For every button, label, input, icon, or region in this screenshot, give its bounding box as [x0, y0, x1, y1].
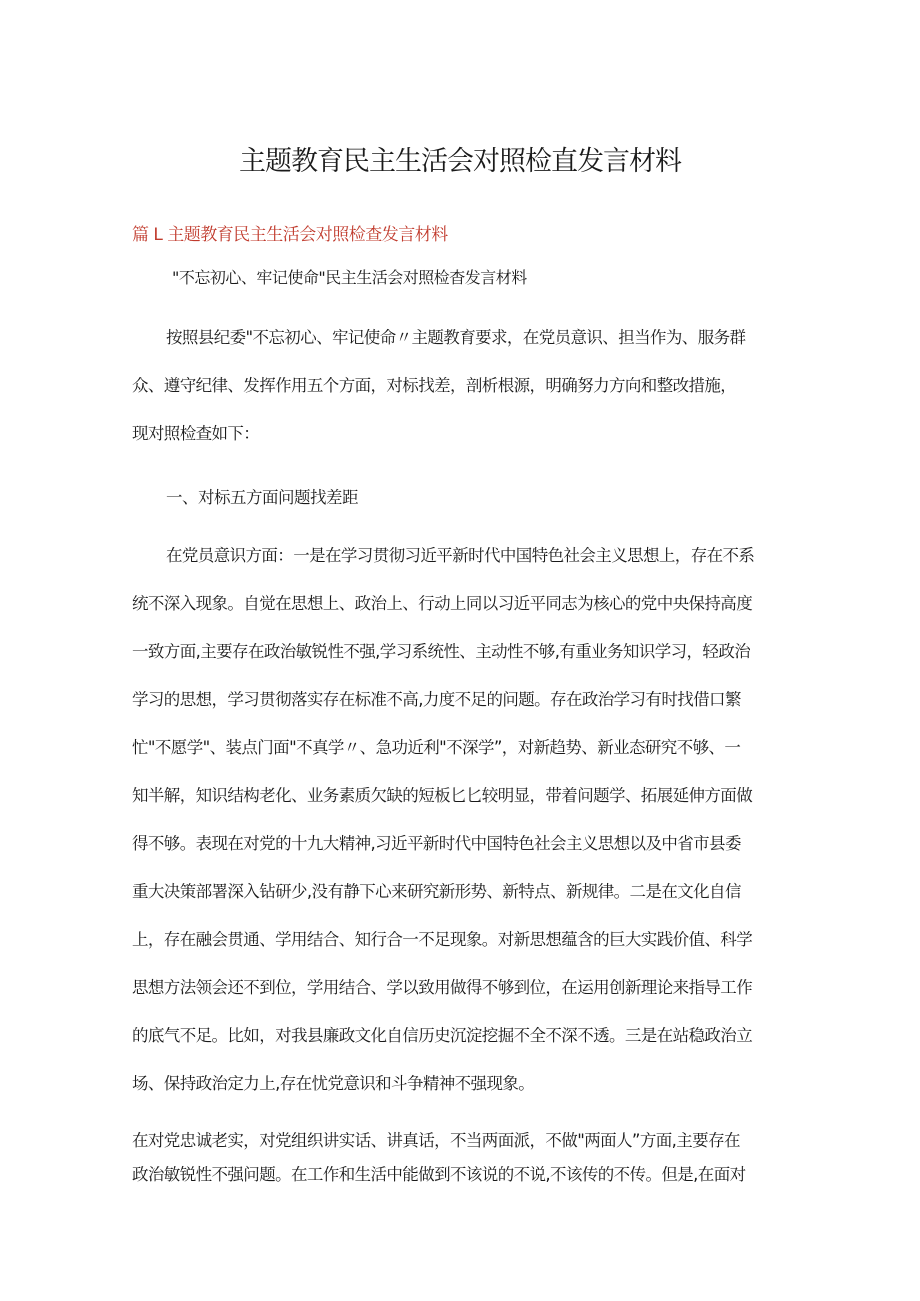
body-line: 得不够。表现在对党的十九大精神,习近平新时代中国特色社会主义思想以及中省市县委: [132, 834, 741, 853]
body-line: 学习的思想，学习贯彻落实存在标准不高,力度不足的问题。存在政治学习有时找借口繁: [132, 690, 741, 709]
body-line: 一致方面,主要存在政治敏锐性不强,学习系统性、主动性不够,有重业务知识学习，轻政治: [132, 642, 751, 661]
body-line: 统不深入现象。自觉在思想上、政治上、行动上同以习近平同志为核心的党中央保持高度: [132, 594, 753, 613]
body-paragraph: [132, 540, 792, 1100]
body-line: 知半解，知识结构老化、业务素质欠缺的短板匕匕较明显，带着问题学、拓展延伸方面做: [132, 786, 753, 805]
document-subtitle: 篇 L 主题教育民主生活会对照检查发言材料: [132, 225, 448, 245]
speech-title: "不忘初心、牢记使命"民主生活会对照检杳发言材料: [172, 268, 527, 287]
section-heading: 一、对标五方面问题找差距: [166, 488, 358, 507]
body-line: 忙"不愿学"、装点门面"不真学〃、急功近利"不深学”，对新趋势、新业态研究不够、一: [132, 738, 741, 757]
intro-line: 众、遵守纪律、发挥作用五个方面，对标找差，剖析根源，明确努力方向和整改措施，: [132, 376, 737, 395]
body-line: 的底气不足。比如，对我县廉政文化自信历史沉淀挖掘不全不深不透。三是在站稳政治立: [132, 1026, 753, 1045]
closing-line: 政治敏锐性不强问题。在工作和生活中能做到不该说的不说,不该传的不传。但是,在面对: [132, 1165, 746, 1184]
closing-paragraph: [132, 1125, 792, 1191]
body-line: 思想方法领会还不到位，学用结合、学以致用做得不够到位，在运用创新理论来指导工作: [132, 978, 753, 997]
body-line: 上，存在融会贯通、学用结合、知行合一不足现象。对新思想蕴含的巨大实践价值、科学: [132, 930, 753, 949]
closing-line: 在对党忠诚老实，对党组织讲实话、讲真话，不当两面派，不做"两面人”方面,主要存在: [132, 1131, 740, 1150]
body-line: 重大决策部署深入钻研少,没有静下心来研究新形势、新特点、新规律。二是在文化自信: [132, 882, 741, 901]
intro-line: 按照县纪委"不忘初心、牢记使命〃主题教育要求，在党员意识、担当作为、服务群: [166, 328, 746, 347]
document-title: 主题教育民主生活会对照检直发言材料: [239, 146, 681, 177]
body-line: 场、保持政治定力上,存在忧党意识和斗争精神不强现象。: [132, 1074, 535, 1093]
intro-line: 现对照检查如下：: [132, 424, 260, 443]
body-line: 在党员意识方面：一是在学习贯彻习近平新时代中国特色社会主义思想上，存在不系: [166, 546, 755, 565]
intro-paragraph: [132, 322, 792, 450]
